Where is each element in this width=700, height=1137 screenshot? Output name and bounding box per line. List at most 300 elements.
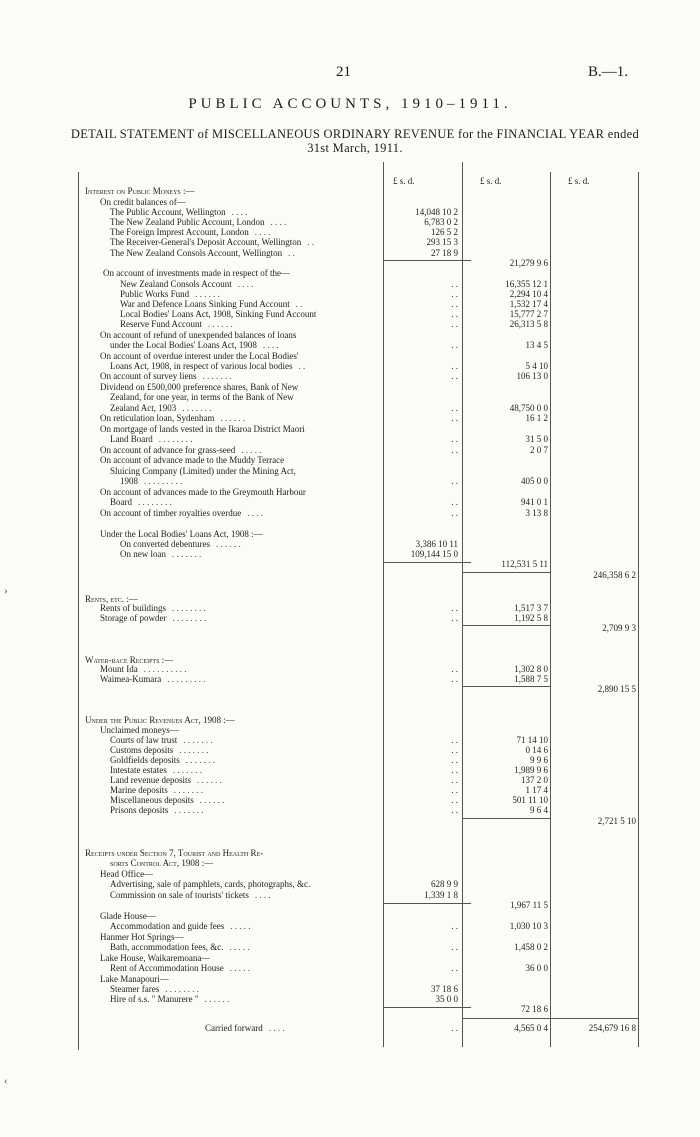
amount-c1: 35 0 0 <box>435 994 458 1004</box>
row-label <box>110 805 204 815</box>
row-label-text: Steamer fares <box>110 984 160 994</box>
amount-c1: . . <box>451 942 458 952</box>
amount-c1: . . <box>451 921 458 931</box>
statement-row <box>0 942 700 952</box>
row-label <box>120 476 182 486</box>
statement-row <box>0 361 700 371</box>
statement-row <box>0 755 700 765</box>
amount-c2: 106 13 0 <box>516 371 548 381</box>
leader-dots: . . . . <box>270 217 287 227</box>
amount-c2: 1 17 4 <box>525 785 548 795</box>
statement-row <box>0 197 700 207</box>
leader-dots: . . <box>288 248 295 258</box>
row-label-text: On reticulation loan, Sydenham <box>100 413 215 423</box>
leader-dots: . . . . . . <box>207 319 233 329</box>
row-label-text: On account of survey liens <box>100 371 197 381</box>
amount-c2: 1,030 10 3 <box>509 921 548 931</box>
row-label-text: Sluicing Company (Limited) under the Mining Act, <box>110 466 296 476</box>
amount-c2: 112,531 5 11 <box>501 559 548 569</box>
row-label-text: Under the Public Revenues Act, 1908 :— <box>85 715 235 725</box>
leader-dots: . . . . <box>268 1023 285 1033</box>
amount-c1: . . <box>451 664 458 674</box>
row-label-text: On account of timber royalties overdue <box>100 508 242 518</box>
row-label-text: under the Local Bodies' Loans Act, 1908 <box>110 340 257 350</box>
leader-dots: . . . . <box>254 890 271 900</box>
amount-c2: 1,302 8 0 <box>514 664 548 674</box>
row-label-text: Marine deposits <box>110 785 168 795</box>
row-label-text: Unclaimed moneys— <box>100 725 179 735</box>
amount-c1: 1,339 1 8 <box>424 890 458 900</box>
leader-dots: . . . . . . . . <box>165 984 199 994</box>
row-label <box>100 664 187 674</box>
row-label-text: Glade House— <box>100 911 156 921</box>
row-label-text: Miscellaneous deposits <box>110 795 194 805</box>
amount-c2: 9 6 4 <box>530 805 548 815</box>
row-label <box>100 445 261 455</box>
statement-row <box>0 890 700 900</box>
amount-c3: 2,890 15 5 <box>597 684 636 694</box>
amount-c1: . . <box>451 434 458 444</box>
amount-c1: 6,783 0 2 <box>424 217 458 227</box>
row-label <box>120 279 253 289</box>
statement-row <box>0 330 700 340</box>
row-label <box>100 603 206 613</box>
row-label <box>110 340 279 350</box>
statement-row <box>0 715 700 725</box>
statement-row <box>0 392 700 402</box>
statement-row <box>0 403 700 413</box>
amount-c2: 501 11 10 <box>512 795 548 805</box>
row-label-text: On new loan <box>120 549 166 559</box>
amount-c2: 26,313 5 8 <box>509 319 548 329</box>
amount-c1: . . <box>451 765 458 775</box>
amount-c1: . . <box>451 745 458 755</box>
row-label-text: Storage of powder <box>100 613 167 623</box>
amount-c1: . . <box>451 445 458 455</box>
leader-dots: . . . . . <box>230 921 251 931</box>
leader-dots: . . . . . . <box>215 539 241 549</box>
row-label <box>110 217 286 227</box>
amount-c2: 71 14 10 <box>516 735 548 745</box>
leader-dots: . . <box>307 237 314 247</box>
statement-row <box>0 735 700 745</box>
row-label-text: On mortgage of lands vested in the Ikaroa District Maori <box>100 424 305 434</box>
row-label <box>120 319 233 329</box>
row-label-text: Mount Ida <box>100 664 138 674</box>
row-label <box>110 785 203 795</box>
amount-c2: 2,294 10 4 <box>509 289 548 299</box>
amount-c1: . . <box>451 299 458 309</box>
amount-c1: . . <box>451 603 458 613</box>
leader-dots: . . . . . . . <box>174 805 204 815</box>
statement-row <box>0 775 700 785</box>
row-label-text: Land revenue deposits <box>110 775 191 785</box>
statement-row <box>0 879 700 889</box>
amount-c2: 2 0 7 <box>530 445 548 455</box>
row-label-text: Rents, etc. :— <box>85 594 138 604</box>
statement-row <box>0 508 700 518</box>
leader-dots: . . . . <box>247 508 263 518</box>
statement-row <box>0 974 700 984</box>
row-label-text: Carried forward <box>205 1023 263 1033</box>
row-label-text: Lake House, Waikaremoana— <box>100 953 211 963</box>
amount-c2: 941 0 1 <box>521 497 548 507</box>
column-header-3: £ s. d. <box>568 176 590 186</box>
row-label-text: Hanmer Hot Springs— <box>100 932 184 942</box>
leader-dots: . . <box>295 299 303 309</box>
row-label-text: Bath, accommodation fees, &c. <box>110 942 224 952</box>
statement-row <box>0 476 700 486</box>
row-label-text: Dividend on £500,000 preference shares, Bank of New <box>100 382 299 392</box>
row-label <box>100 197 186 207</box>
amount-c1: 3,386 10 11 <box>415 539 458 549</box>
amount-c2: 31 5 0 <box>525 434 548 444</box>
leader-dots: . . . . <box>231 207 248 217</box>
row-label-text: Zealand, for one year, in terms of the Bank of New <box>110 392 294 402</box>
statement-row <box>0 984 700 994</box>
amount-c3: 2,721 5 10 <box>597 816 636 826</box>
amount-c2: 21,279 9 6 <box>509 258 548 268</box>
row-label-text: The Receiver-General's Deposit Account, Wellington <box>110 237 302 247</box>
amount-c1: . . <box>451 319 458 329</box>
leader-dots: . . . . . . . . <box>138 497 172 507</box>
amount-c1: . . <box>451 1023 458 1033</box>
row-label <box>110 745 209 755</box>
amount-c3: 254,679 16 8 <box>588 1023 636 1033</box>
statement-row <box>0 487 700 497</box>
statement-row <box>0 869 700 879</box>
row-label <box>110 392 294 402</box>
row-label-text: Head Office— <box>100 869 154 879</box>
row-label <box>100 351 299 361</box>
row-label-text: Under the Local Bodies' Loans Act, 1908 :— <box>100 529 263 539</box>
statement-row <box>0 549 700 559</box>
statement-row <box>0 445 700 455</box>
page-number: 21 <box>336 64 351 80</box>
leader-dots: . . . . . . . <box>183 735 213 745</box>
statement-row <box>0 911 700 921</box>
row-label <box>100 424 305 434</box>
margin-mark: ‹ <box>4 1075 8 1087</box>
statement-row <box>0 434 700 444</box>
amount-c1: . . <box>451 309 458 319</box>
amount-c1: . . <box>451 497 458 507</box>
amount-c2: 405 0 0 <box>521 476 548 486</box>
statement-row <box>0 382 700 392</box>
row-label-text: Lake Manapouri— <box>100 974 169 984</box>
statement-row <box>0 725 700 735</box>
leader-dots: . . . . . . . <box>182 403 212 413</box>
row-label <box>100 371 232 381</box>
amount-c2: 9 9 6 <box>530 755 548 765</box>
row-label-text: Zealand Act, 1903 <box>110 403 177 413</box>
leader-dots: . . . . . . <box>195 289 220 299</box>
statement-row <box>0 529 700 539</box>
row-label-text: On account of investments made in respect of the— <box>103 268 290 278</box>
amount-c1: . . <box>451 403 458 413</box>
row-label <box>110 497 172 507</box>
amount-c1: 293 15 3 <box>426 237 458 247</box>
row-label <box>100 413 245 423</box>
leader-dots: . . . . . . . <box>179 745 209 755</box>
row-label-text: On account of advances made to the Greymouth Harbour <box>100 487 306 497</box>
statement-row <box>0 186 700 196</box>
amount-c1: . . <box>451 413 458 423</box>
row-label-text: On account of advance made to the Muddy Terrace <box>100 455 285 465</box>
amount-c1: . . <box>451 371 458 381</box>
amount-c1: . . <box>451 361 458 371</box>
statement-row <box>0 237 700 247</box>
page-subtitle: DETAIL STATEMENT of MISCELLANEOUS ORDINARY REVENUE for the FINANCIAL YEAR ended 31st March, 1911. <box>70 127 640 155</box>
row-label <box>110 795 225 805</box>
row-label <box>110 963 250 973</box>
amount-c2: 137 2 0 <box>521 775 548 785</box>
row-label <box>120 299 302 309</box>
statement-row <box>0 424 700 434</box>
row-label <box>110 207 247 217</box>
amount-c1: . . <box>451 476 458 486</box>
leader-dots: . . . . <box>237 279 254 289</box>
document-reference: B.—1. <box>588 64 629 80</box>
row-label <box>100 932 184 942</box>
statement-row <box>0 795 700 805</box>
statement-row <box>0 1004 700 1014</box>
row-label <box>85 186 195 196</box>
amount-c1: . . <box>451 795 458 805</box>
leader-dots: . . . . . . . . <box>172 603 206 613</box>
leader-dots: . . . . . . . . . . <box>143 664 187 674</box>
row-label-text: sorts Control Act, 1908 :— <box>110 858 214 868</box>
statement-row <box>0 613 700 623</box>
row-label <box>100 674 206 684</box>
row-label <box>120 549 201 559</box>
row-label <box>110 994 229 1004</box>
statement-row <box>0 570 700 580</box>
row-label <box>103 268 290 278</box>
amount-c1: 109,144 15 0 <box>410 549 458 559</box>
leader-dots: . . . . . <box>229 963 250 973</box>
row-label <box>100 529 263 539</box>
row-label <box>110 466 296 476</box>
statement-row <box>0 858 700 868</box>
leader-dots: . . . . . . . <box>173 785 203 795</box>
amount-c2: 0 14 6 <box>525 745 548 755</box>
row-label <box>110 775 222 785</box>
amount-c2: 1,458 0 2 <box>514 942 548 952</box>
row-label-text: Public Works Fund <box>120 289 190 299</box>
row-label-text: Rent of Accommodation House <box>110 963 224 973</box>
column-header-1: £ s. d. <box>393 176 415 186</box>
row-label-text: Reserve Fund Account <box>120 319 202 329</box>
statement-row <box>0 279 700 289</box>
row-label-text: The Foreign Imprest Account, London <box>110 227 249 237</box>
row-label-text: Land Board <box>110 434 153 444</box>
row-label <box>110 942 250 952</box>
amount-c1: 27 18 9 <box>431 248 458 258</box>
statement-row <box>0 340 700 350</box>
row-label-text: On account of refund of unexpended balances of loans <box>100 330 297 340</box>
amount-c1: . . <box>451 755 458 765</box>
amount-c2: 15,777 2 7 <box>509 309 548 319</box>
statement-row <box>0 1023 700 1033</box>
amount-c1: . . <box>451 775 458 785</box>
amount-c3: 246,358 6 2 <box>593 570 636 580</box>
row-label <box>100 725 179 735</box>
row-label <box>100 911 156 921</box>
leader-dots: . . . . . . . <box>202 371 232 381</box>
row-label <box>110 765 202 775</box>
row-label-text: 1908 <box>120 476 138 486</box>
row-label <box>100 869 153 879</box>
row-label <box>110 735 213 745</box>
row-label-text: The New Zealand Consols Account, Wellington <box>110 248 283 258</box>
row-label <box>100 330 296 340</box>
row-label-text: Advertising, sale of pamphlets, cards, photographs, &c. <box>110 879 311 889</box>
statement-row <box>0 371 700 381</box>
amount-c2: 16,355 12 1 <box>505 279 548 289</box>
row-label <box>110 237 314 247</box>
leader-dots: . . . . . . <box>199 795 225 805</box>
statement-row <box>0 623 700 633</box>
amount-c2: 48,750 0 0 <box>509 403 548 413</box>
row-label <box>120 289 220 299</box>
leader-dots: . . . . . . . <box>172 549 202 559</box>
row-label-text: Loans Act, 1908, in respect of various local bodies <box>110 361 293 371</box>
row-label <box>205 1023 284 1033</box>
statement-row <box>0 466 700 476</box>
row-label <box>100 487 306 497</box>
amount-c1: . . <box>451 785 458 795</box>
statement-row <box>0 309 700 319</box>
leader-dots: . . . . . . . . <box>172 613 207 623</box>
statement-row <box>0 413 700 423</box>
amount-c1: . . <box>451 340 458 350</box>
amount-c2: 3 13 8 <box>525 508 548 518</box>
leader-dots: . . . . <box>262 340 279 350</box>
amount-c2: 1,192 5 8 <box>514 613 548 623</box>
amount-c1: . . <box>451 805 458 815</box>
statement-row <box>0 217 700 227</box>
row-label <box>110 755 215 765</box>
row-label <box>120 309 316 319</box>
amount-c1: . . <box>451 508 458 518</box>
amount-c2: 1,517 3 7 <box>514 603 548 613</box>
statement-row <box>0 351 700 361</box>
amount-c2: 1,588 7 5 <box>514 674 548 684</box>
statement-row <box>0 559 700 569</box>
row-label-text: On credit balances of— <box>100 197 186 207</box>
statement-row <box>0 848 700 858</box>
statement-row <box>0 227 700 237</box>
leader-dots: . . . . . . . . . <box>144 476 183 486</box>
row-label-text: Intestate estates <box>110 765 167 775</box>
statement-row <box>0 497 700 507</box>
statement-row <box>0 816 700 826</box>
row-label <box>110 921 250 931</box>
amount-c2: 1,532 17 4 <box>509 299 548 309</box>
amount-c1: . . <box>451 613 458 623</box>
amount-c1: 628 9 9 <box>431 879 458 889</box>
amount-c2: 5 4 10 <box>525 361 548 371</box>
leader-dots: . . . . . <box>229 942 250 952</box>
leader-dots: . . . . . . <box>196 775 222 785</box>
statement-row <box>0 455 700 465</box>
statement-row <box>0 539 700 549</box>
statement-row <box>0 745 700 755</box>
statement-row <box>0 664 700 674</box>
leader-dots: . . . . . . . . <box>158 434 193 444</box>
statement-row <box>0 994 700 1004</box>
row-label <box>110 403 211 413</box>
leader-dots: . . . . . <box>241 445 262 455</box>
row-label-text: On converted debentures <box>120 539 210 549</box>
statement-row <box>0 319 700 329</box>
row-label-text: New Zealand Consols Account <box>120 279 232 289</box>
row-label <box>110 361 305 371</box>
row-label-text: Waimea-Kumara <box>100 674 162 684</box>
row-label <box>110 248 295 258</box>
row-label-text: Board <box>110 497 132 507</box>
row-label <box>100 508 263 518</box>
row-label-text: Goldfields deposits <box>110 755 180 765</box>
row-label-text: Water-race Receipts :— <box>85 655 174 665</box>
row-label-text: Courts of law trust <box>110 735 178 745</box>
statement-row <box>0 603 700 613</box>
amount-c1: 126 5 2 <box>431 227 458 237</box>
amount-c2: 72 18 6 <box>521 1004 548 1014</box>
amount-c2: 4,565 0 4 <box>514 1023 548 1033</box>
leader-dots: . . . . . . . <box>172 765 202 775</box>
statement-row <box>0 932 700 942</box>
leader-dots: . . . . . . <box>220 413 246 423</box>
statement-row <box>0 963 700 973</box>
row-label <box>85 848 263 858</box>
amount-c2: 1,989 9 6 <box>514 765 548 775</box>
amount-c2: 1,967 11 5 <box>510 900 548 910</box>
row-label <box>110 984 199 994</box>
row-label-text: Interest on Public Moneys :— <box>85 186 195 196</box>
row-label-text: Prisons deposits <box>110 805 169 815</box>
total-rule <box>462 1018 638 1019</box>
amount-c1: . . <box>451 279 458 289</box>
row-label-text: The Public Account, Wellington <box>110 207 226 217</box>
statement-row <box>0 268 700 278</box>
row-label-text: Commission on sale of tourists' tickets <box>110 890 249 900</box>
statement-row <box>0 207 700 217</box>
row-label-text: On account of advance for grass-seed <box>100 445 236 455</box>
statement-row <box>0 921 700 931</box>
amount-c2: 16 1 2 <box>525 413 548 423</box>
row-label <box>100 613 206 623</box>
row-label-text: Rents of buildings <box>100 603 167 613</box>
row-label-text: Accommodation and guide fees <box>110 921 225 931</box>
leader-dots: . . . . . . . <box>185 755 215 765</box>
statement-row <box>0 953 700 963</box>
leader-dots: . . . . <box>254 227 271 237</box>
row-label <box>110 879 310 889</box>
row-label <box>85 715 235 725</box>
amount-c3: 2,709 9 3 <box>602 623 636 633</box>
amount-c1: . . <box>451 289 458 299</box>
leader-dots: . . . . . . . . . <box>167 674 206 684</box>
margin-mark: › <box>4 585 8 597</box>
row-label-text: Hire of s.s. " Manurere " <box>110 994 199 1004</box>
row-label-text: Local Bodies' Loans Act, 1908, Sinking Fund Account <box>120 309 317 319</box>
amount-c1: . . <box>451 963 458 973</box>
statement-row <box>0 765 700 775</box>
amount-c1: 37 18 6 <box>431 984 458 994</box>
row-label <box>120 539 241 549</box>
